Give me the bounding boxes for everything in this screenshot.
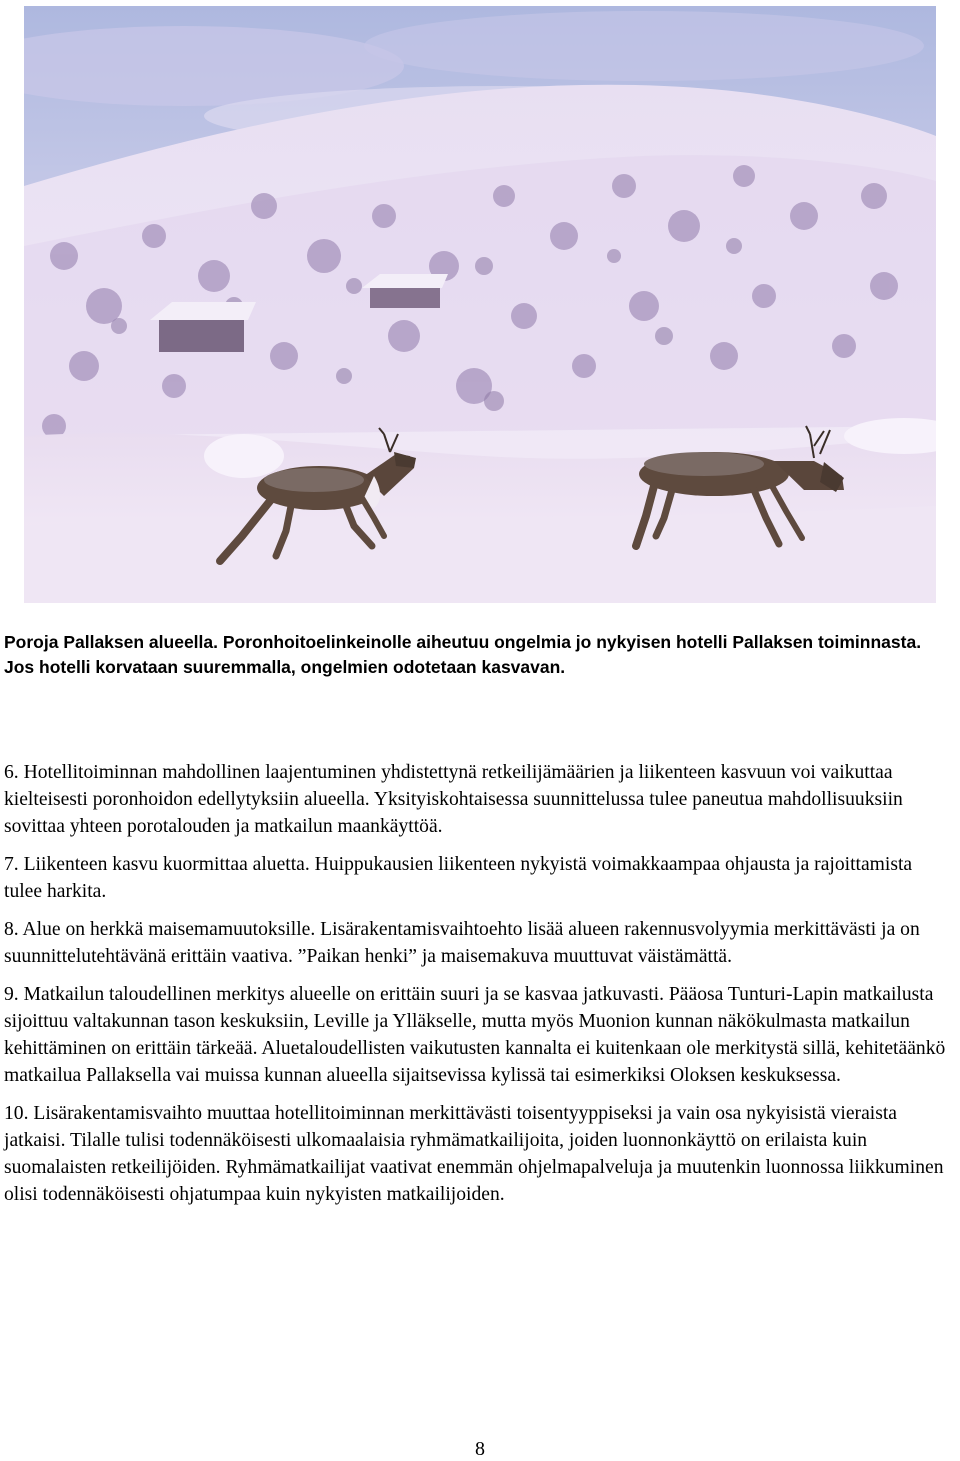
photo-caption: Poroja Pallaksen alueella. Poronhoitoelinkeinolle aiheutuu ongelmia jo nykyisen hotelli Pallaksen toiminnasta. Jos hotelli korvataan suuremmalla, ongelmien odotetaan kasvavan. xyxy=(4,632,922,677)
paragraph-6: 6. Hotellitoiminnan mahdollinen laajentuminen yhdistettynä retkeilijämäärien ja liikenteen kasvuun voi vaikuttaa kielteisesti poronhoidon edellytyksiin alueella. Yksityiskohtaisessa suunnittelussa tulee paneutua mahdollisuuksiin sovittaa yhteen porotalouden ja matkailun maankäyttöä. xyxy=(4,762,903,837)
paragraph-10: 10. Lisärakentamisvaihto muuttaa hotellitoiminnan merkittävästi toisentyyppiseksi ja vain osa nykyisistä vieraista jatkaisi. Tilalle tulisi todennäköisesti ulkomaalaisia ryhmämatkailijoita, joiden luonnonkäyttö on erilaista kuin suomalaisten retkeilijöiden. Ryhmämatkailijat vaativat enemmän ohjelmapalveluja ja muutenkin luonnossa liikkuminen olisi todennäköisesti ohjatumpaa kuin nykyisten matkailijoiden. xyxy=(4,1103,944,1205)
paragraph-8: 8. Alue on herkkä maisemamuutoksille. Lisärakentamisvaihtoehto lisää alueen rakennusvolyymia merkittävästi ja on suunnittelutehtävänä erittäin vaativa. ”Paikan henki” ja maisemakuva muuttuvat väistämättä. xyxy=(4,919,920,967)
paragraph-7: 7. Liikenteen kasvu kuormittaa aluetta. Huippukausien liikenteen nykyistä voimakkaampaa ohjausta ja rajoittamista tulee harkita. xyxy=(4,854,913,902)
page-number: 8 xyxy=(475,1438,485,1460)
cabin-right xyxy=(362,274,448,308)
cabin-left xyxy=(150,302,256,352)
reindeer-photo xyxy=(24,6,936,603)
paragraph-9: 9. Matkailun taloudellinen merkitys alueelle on erittäin suuri ja se kasvaa jatkuvasti. Pääosa Tunturi-Lapin matkailusta sijoittuu valtakunnan tason keskuksiin, Leville ja Ylläkselle, mutta myös Muonion kunnan näkökulmasta matkailun kehittäminen on erittäin tärkeää. Aluetaloudellisten vaikutusten kannalta ei kuitenkaan ole merkitystä sillä, kehitetäänkö matkailua Pallaksella vai muissa kunnan alueella sijaitsevissa kylissä tai esimerkiksi Oloksen keskuksessa. xyxy=(4,984,946,1086)
body-text xyxy=(4,759,954,1219)
